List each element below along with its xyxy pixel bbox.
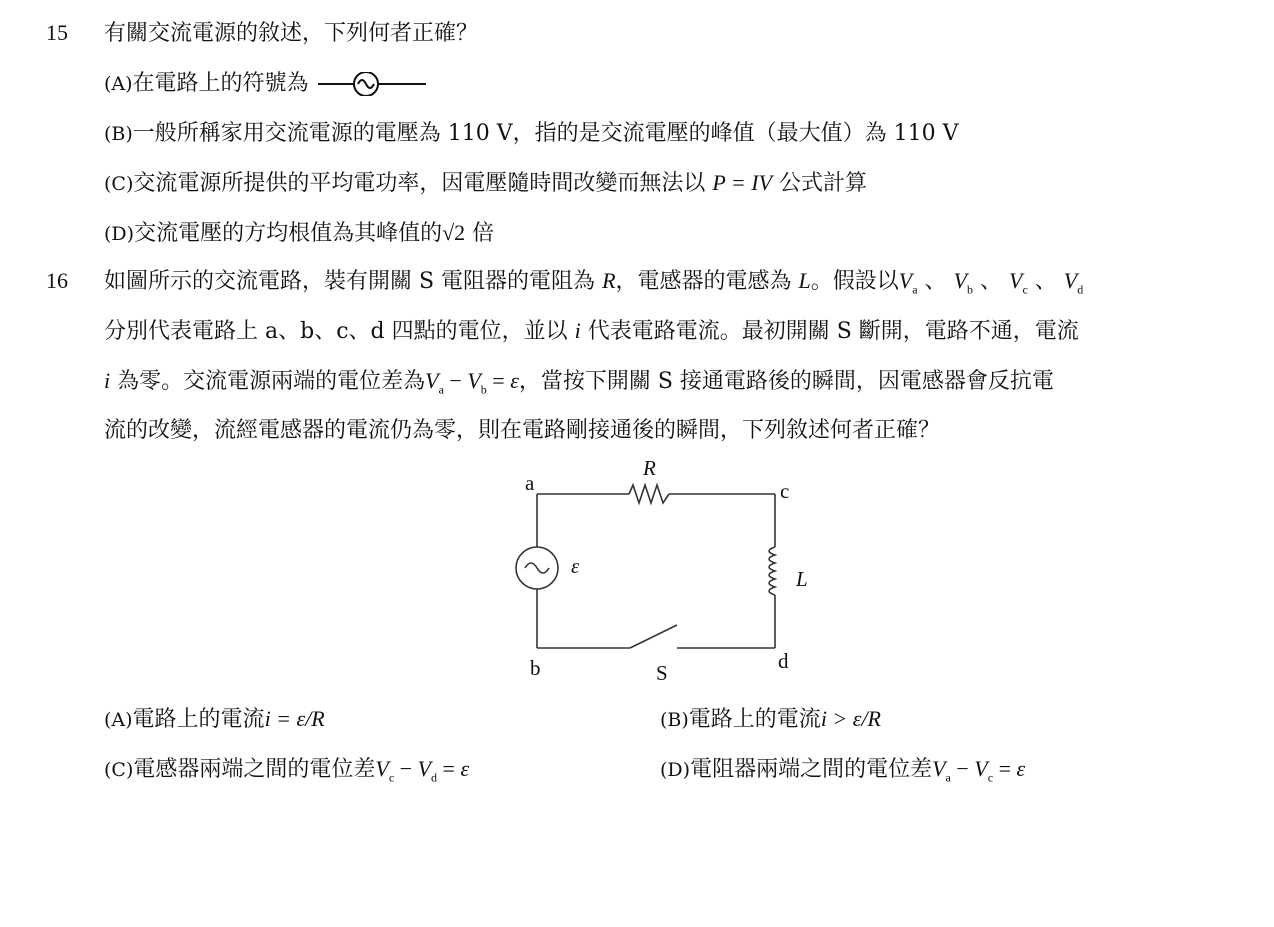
resistor-symbol [629,485,669,503]
stem-line-2: 分別代表電路上 a、b、c、d 四點的電位，並以 i 代表電路電流。最初開關 S 斷開，電路不通，電流 [104,318,1079,344]
stem-line-3: i 為零。交流電源兩端的電位差為$V_a - V_b = \varepsilon$，當按下開關 S 接通電路後的瞬間，因電感器會反抗電 [104,368,1054,397]
sqrt-two: √2 [442,220,466,245]
node-label-d: d [778,649,789,673]
formula-p-iv: P = IV [712,170,773,195]
stem-line-4: 流的改變，流經電感器的電流仍為零，則在電路剛接通後的瞬間，下列敘述何者正確？ [104,418,941,443]
switch-blade [630,625,677,648]
option-d: (D)交流電壓的方均根值為其峰值的√2 倍 [104,220,495,246]
inductor-label: L [796,567,808,591]
option-c: (C)交流電源所提供的平均電功率，因電壓隨時間改變而無法以 P = IV 公式計算 [104,170,868,196]
option-a: (A)在電路上的符號為 [104,69,428,99]
ac-source-symbol-icon [318,72,428,96]
option-d: (D)電阻器兩端之間的電位差$V_a - V_c = \varepsilon$ [660,756,1026,785]
stem-line-1: 如圖所示的交流電路，裝有開關 S 電阻器的電阻為 R，電感器的電感為 L。假設以$V_a$ 、 $V_b$ 、 $V_c$ 、 $V_d$ [104,268,1084,297]
inductor-symbol [769,547,775,595]
option-b: (B)一般所稱家用交流電源的電壓為 110 V，指的是交流電壓的峰值（最大值）為 110 V [104,121,959,146]
node-label-c: c [780,479,790,503]
resistor-label: R [643,456,656,480]
circuit-diagram [500,455,820,690]
option-a: (A)電路上的電流i = ε/R [104,706,325,732]
node-label-a: a [525,471,535,495]
option-c: (C)電感器兩端之間的電位差$V_c - V_d = \varepsilon$ [104,756,470,785]
node-label-b: b [530,656,541,680]
question-number: 15 [46,20,68,45]
switch-label: S [656,661,668,685]
question-stem: 有關交流電源的敘述，下列何者正確？ [104,21,479,46]
option-b: (B)電路上的電流i > ε/R [660,706,881,732]
question-number: 16 [46,268,68,293]
emf-label: ε [571,554,580,578]
